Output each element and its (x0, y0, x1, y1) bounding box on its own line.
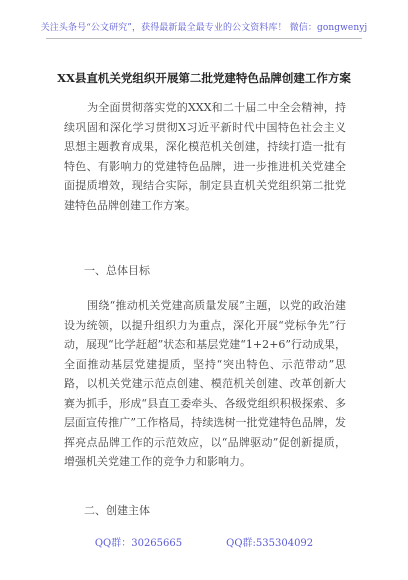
header-note: 关注头条号“公文研究”，获得最新最全最专业的公文资料库！ 微信：gongwenyj (40, 23, 368, 33)
goals-paragraph: 围绕“推动机关党建高质量发展”主题，以党的政治建设为统领，以提升组织力为重点，深化开展“党标争先”行动，展现“比学赶超”状态和基层党建“1+2+6”行动成果，全面推动基层党建提质，坚持“突出特色、示范带动”思路，以机关党建示范点创建、模范机关创建、改革创新大赛为抓手，形成“县直工委牵头、各级党组织积极探索、多层面宣传推广”工作格局，持续选树一批党建特色品牌，发挥亮点品牌工作的示范效应，以“品牌驱动”促创新提质，增强机关党建工作的竞争力和影响力。 (64, 299, 346, 468)
section-heading-subjects: 二、创建主体 (84, 504, 150, 517)
document-title: XX县直机关党组织开展第二批党建特色品牌创建工作方案 (57, 71, 351, 85)
header-divider (46, 38, 362, 39)
footer-qq-group-1: QQ群：30265665 (94, 538, 183, 549)
section-heading-goals: 一、总体目标 (84, 264, 150, 277)
intro-paragraph: 为全面贯彻落实党的XXX和二十届二中全会精神，持续巩固和深化学习贯彻X习近平新时代中国特色社会主义思想主题教育成果，深化模范机关创建，持续打造一批有特色、有影响力的党建特色品牌，进一步推进机关党建全面提质增效，现结合实际，制定县直机关党组织第二批党建特色品牌创建工作方案。 (64, 101, 346, 212)
footer-contacts (0, 534, 408, 549)
footer-qq-group-2: QQ群:535304092 (226, 538, 314, 549)
